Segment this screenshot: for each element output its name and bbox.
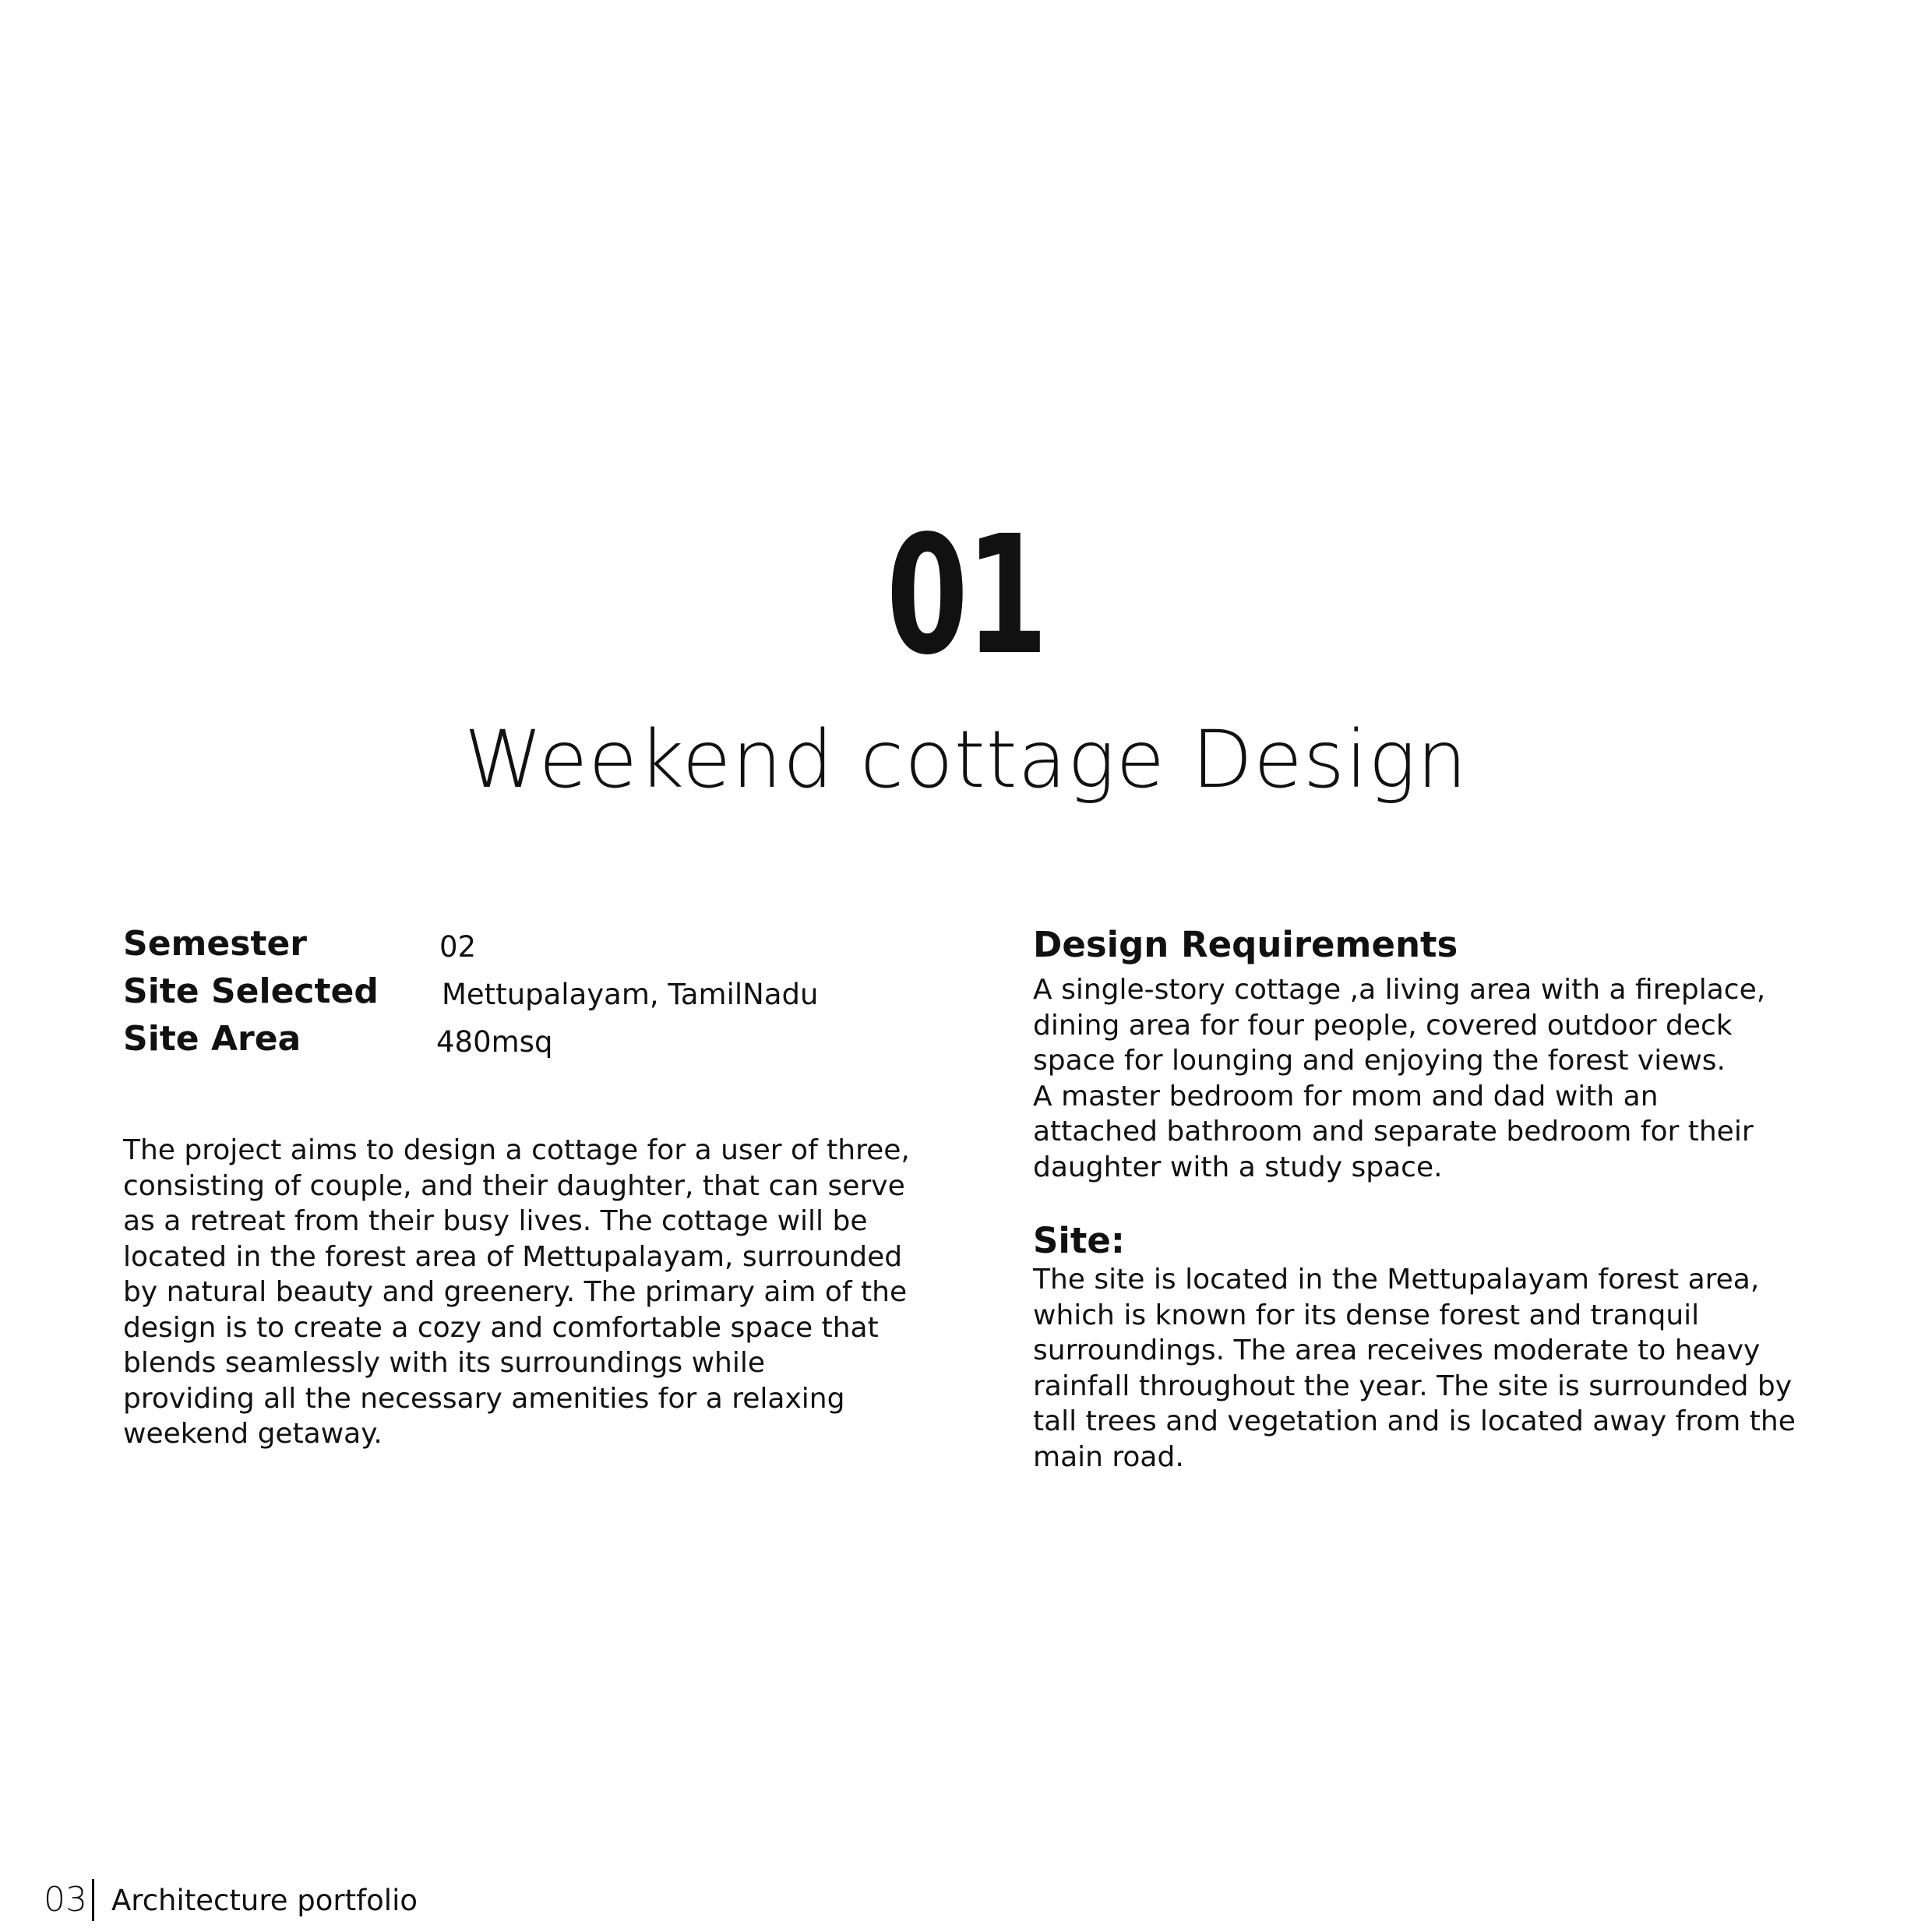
meta-value-site-area: 480msq [436,1025,553,1059]
project-description: The project aims to design a cottage for a user of three, consisting of couple, and their daughter, that can serve as a retreat from their busy lives. The cottage will be located in the forest area of Mettupalayam, surrounded by natural beauty and greenery. The primary aim of the design is to create a cozy and comfortable space that blends seamlessly with its surroundings while providing all the necessary amenities for a relaxing weekend getaway. [123,1134,910,1450]
project-title: Weekend cottage Design [464,714,1468,806]
site-heading: Site: [1033,1220,1125,1261]
meta-label-site-selected: Site Selected [123,971,379,1011]
meta-label-site-area: Site Area [123,1019,301,1059]
site-text: The site is located in the Mettupalayam forest area, which is known for its dense forest and tranquil surroundings. The area receives moderate to heavy rainfall throughout the year. The site is surrounded by tall trees and vegetation and is located away from the main road. [1033,1264,1796,1473]
page-footer [44,1879,418,1921]
footer-label: Architecture portfolio [111,1883,418,1917]
meta-label-semester: Semester [123,924,307,964]
meta-value-site-selected: Mettupalayam, TamilNadu [442,978,819,1011]
project-number: 01 [886,500,1046,691]
design-requirements-text: A single-story cottage ,a living area with a fireplace, dining area for four people, covered outdoor deck space for lounging and enjoying the forest views. A master bedroom for mom and dad with an attached bathroom and separate bedroom for their daughter with a study space. [1033,974,1766,1183]
footer-divider [92,1879,94,1921]
design-requirements-heading: Design Requirements [1033,924,1458,965]
meta-value-semester: 02 [439,930,477,964]
footer-page-number: 03 [44,1880,87,1920]
